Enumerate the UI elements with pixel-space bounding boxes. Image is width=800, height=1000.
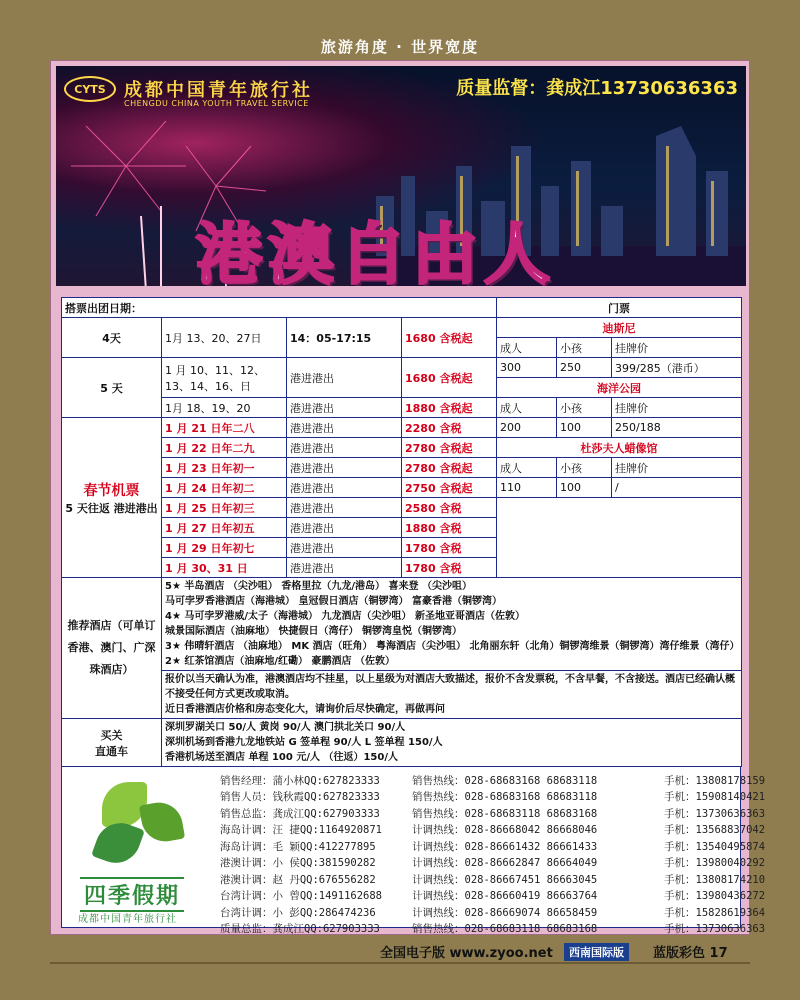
contact-role: 海岛计调：汪 捷QQ:1164920871: [220, 824, 383, 837]
wax-museum-title: 杜莎夫人蜡像馆: [497, 438, 742, 458]
spring-festival-cell: [62, 418, 162, 578]
brand-sub: 成都中国青年旅行社: [78, 914, 177, 925]
ticket-header: 成人: [497, 338, 557, 358]
contact-mobile: 手机：13980436272: [664, 890, 766, 903]
tour-price-table: [61, 297, 742, 767]
hotels-label: 推荐酒店（可单订香港、澳门、广深珠酒店）: [62, 578, 162, 719]
contact-phone: 计调热线：028-86667451 86663045: [412, 873, 598, 886]
ticket-value: 250/188: [612, 418, 742, 438]
tickets-header: 门票: [497, 298, 742, 318]
hotel-notes: [162, 671, 742, 719]
dates-cell: 1月 13、20、27日: [162, 318, 287, 358]
time-cell: 港进港出: [287, 518, 402, 538]
contact-phone: 计调热线：028-86669074 86658459: [412, 906, 598, 919]
cyts-logo-icon: CYTS: [64, 76, 116, 102]
contact-phone: 计调热线：028-86668042 86668046: [412, 824, 598, 837]
ticket-value: 110: [497, 478, 557, 498]
top-slogan: 旅游角度 · 世界宽度: [320, 38, 480, 56]
transport-label: [62, 719, 162, 767]
ticket-header: 挂牌价: [612, 338, 742, 358]
time-cell: 14：05-17:15: [287, 318, 402, 358]
dates-cell: 1 月 10、11、12、13、14、16、日: [162, 358, 287, 398]
disney-title: 迪斯尼: [497, 318, 742, 338]
hotels-row: [62, 578, 742, 671]
spring-festival-label: 春节机票: [83, 482, 140, 499]
dates-cell: 1 月 23 日年初一: [162, 458, 287, 478]
page-title: 港澳自由人: [196, 216, 556, 286]
list-item: [220, 921, 766, 938]
transport-label-1: 买关: [100, 728, 123, 742]
days-5: 5 天: [62, 358, 162, 418]
table-row: [62, 498, 742, 518]
list-item: [220, 772, 766, 789]
time-cell: 港进港出: [287, 498, 402, 518]
list-item: [220, 888, 766, 905]
price-cell: 2750 含税起: [402, 478, 497, 498]
contact-role: 港澳计调：赵 丹QQ:676556282: [220, 873, 376, 886]
time-cell: 港进港出: [287, 558, 402, 578]
price-cell: 2780 含税起: [402, 438, 497, 458]
time-cell: 港进港出: [287, 418, 402, 438]
time-cell: 港进港出: [287, 438, 402, 458]
list-item: [220, 855, 766, 872]
ticket-header: 小孩: [557, 338, 612, 358]
transport-line: 深圳机场到香港九龙地铁站 G 签单程 90/人 L 签单程 150/人: [165, 737, 443, 748]
contact-phone: 销售热线：028-68683118 68683168: [412, 923, 598, 936]
price-cell: 2280 含税: [402, 418, 497, 438]
dates-cell: 1 月 21 日年二八: [162, 418, 287, 438]
transport-line: 香港机场送至酒店 单程 100 元/人 （往返）150/人: [165, 752, 398, 763]
hotel-line: 城景国际酒店（油麻地） 快捷假日（湾仔） 铜锣湾皇悦（铜锣湾）: [165, 626, 462, 637]
contact-mobile: 手机：15908140421: [664, 791, 766, 804]
transport-label-2: 直通车: [95, 744, 128, 758]
time-cell: 港进港出: [287, 538, 402, 558]
contact-mobile: 手机：15828619364: [664, 906, 766, 919]
hk-night-banner: [56, 66, 746, 286]
price-cell: 1680 含税起: [402, 358, 497, 398]
ticket-value: 200: [497, 418, 557, 438]
notes-row: [62, 671, 742, 719]
leaf-icon: [91, 816, 145, 870]
ticket-value: 100: [557, 478, 612, 498]
contact-role: 质量总监：龚成江QQ:627903333: [220, 923, 380, 936]
price-cell: 2780 含税起: [402, 458, 497, 478]
contact-role: 海岛计调：毛 颖QQ:412277895: [220, 840, 376, 853]
ticket-value: 399/285（港币）: [612, 358, 742, 378]
price-cell: 1880 含税起: [402, 398, 497, 418]
dates-cell: 1 月 27 日年初五: [162, 518, 287, 538]
dates-cell: 1 月 30、31 日: [162, 558, 287, 578]
table-header-row: [62, 298, 742, 318]
ticket-header: 成人: [497, 398, 557, 418]
table-row: [62, 418, 742, 438]
days-4: 4天: [62, 318, 162, 358]
table-row: [62, 318, 742, 338]
price-cell: 1780 含税: [402, 538, 497, 558]
time-cell: 港进港出: [287, 478, 402, 498]
four-seasons-logo: [72, 777, 212, 925]
contact-box: [61, 766, 766, 936]
ticket-header: 成人: [497, 458, 557, 478]
contact-phone: 计调热线：028-86660419 86663764: [412, 890, 598, 903]
spring-festival-sub: 5 天往返 港进港出: [65, 501, 158, 515]
ticket-header: 小孩: [557, 398, 612, 418]
hotel-line: 马可孛罗香港酒店（海港城） 皇冠假日酒店（铜锣湾） 富豪香港（铜锣湾）: [165, 596, 502, 607]
dates-cell: 1月 18、19、20: [162, 398, 287, 418]
transport-line: 深圳罗湖关口 50/人 黄岗 90/人 澳门拱北关口 90/人: [165, 722, 406, 733]
ticket-header: 挂牌价: [612, 398, 742, 418]
contact-phone: 销售热线：028-68683168 68683118: [412, 774, 598, 787]
leaf-icon: [139, 799, 185, 845]
table-row: [62, 458, 742, 478]
contact-role: 台湾计调：小 彭QQ:286474236: [220, 906, 376, 919]
contact-phone: 计调热线：028-86662847 86664049: [412, 857, 598, 870]
table-row: [62, 478, 742, 498]
table-row: [62, 398, 742, 418]
ocean-park-title: 海洋公园: [497, 378, 742, 398]
ticket-value: 250: [557, 358, 612, 378]
list-item: [220, 838, 766, 855]
price-cell: 1780 含税: [402, 558, 497, 578]
contact-phone: 销售热线：028-68683168 68683118: [412, 791, 598, 804]
transport-list: [162, 719, 742, 767]
contact-role: 销售人员：钱秋霞QQ:627823333: [220, 791, 380, 804]
leaf-icon: [102, 782, 147, 827]
list-item: [220, 789, 766, 806]
table-row: [62, 438, 742, 458]
list-item: [220, 822, 766, 839]
contact-phone: 计调热线：028-86661432 86661433: [412, 840, 598, 853]
contact-mobile: 手机：13540495874: [664, 840, 766, 853]
contact-role: 销售总监：龚成江QQ:627903333: [220, 807, 380, 820]
contact-mobile: 手机：13568837042: [664, 824, 766, 837]
agency-name: 成都中国青年旅行社: [124, 80, 313, 101]
hotel-line: 4★ 马可孛罗港威/太子（海港城） 九龙酒店（尖沙咀） 新圣地亚哥酒店（佐敦）: [165, 611, 526, 622]
contact-role: 台湾计调：小 曾QQ:1491162688: [220, 890, 383, 903]
list-item: [220, 805, 766, 822]
contact-mobile: 手机：13808178159: [664, 774, 766, 787]
footer-edition-badge: 西南国际版: [564, 943, 629, 961]
price-cell: 1880 含税: [402, 518, 497, 538]
ticket-header: 挂牌价: [612, 458, 742, 478]
brand-name: 四季假期: [80, 877, 184, 912]
agency-name-en: CHENGDU CHINA YOUTH TRAVEL SERVICE: [124, 99, 309, 108]
time-cell: 港进港出: [287, 358, 402, 398]
footer-divider: [50, 962, 750, 964]
hotel-line: 5★ 半岛酒店 （尖沙咀） 香格里拉（九龙/港岛） 喜来登 （尖沙咀）: [165, 581, 472, 592]
list-item: [220, 871, 766, 888]
table-row: [62, 358, 742, 378]
ticket-header: 小孩: [557, 458, 612, 478]
departure-dates-header: 搭票出团日期：: [62, 298, 497, 318]
ticket-value: /: [612, 478, 742, 498]
empty-cell: [497, 498, 742, 578]
transport-row: [62, 719, 742, 767]
dates-cell: 1 月 22 日年二九: [162, 438, 287, 458]
quality-supervisor: 质量监督：龚成江13730636363: [456, 78, 738, 99]
dates-cell: 1 月 25 日年初三: [162, 498, 287, 518]
time-cell: 港进港出: [287, 458, 402, 478]
footer-website: 全国电子版 www.zyoo.net: [380, 946, 553, 961]
dates-cell: 1 月 29 日年初七: [162, 538, 287, 558]
hotel-line: 3★ 伟晴轩酒店 （油麻地） MK 酒店（旺角） 粤海酒店（尖沙咀） 北角丽东轩（北角）铜锣湾维景（铜锣湾）湾仔维景（湾仔）: [165, 641, 740, 652]
contact-list: [220, 772, 766, 937]
hotel-line: 2★ 红茶馆酒店（油麻地/红磡） 豪鹏酒店 （佐敦）: [165, 656, 396, 667]
list-item: [220, 904, 766, 921]
footer-page-info: 蓝版彩色 17: [653, 946, 728, 961]
contact-role: 港澳计调：小 侯QQ:381590282: [220, 857, 376, 870]
price-cell: 1680 含税起: [402, 318, 497, 358]
contact-mobile: 手机：13730636363: [664, 923, 766, 936]
ticket-value: 100: [557, 418, 612, 438]
price-cell: 2580 含税: [402, 498, 497, 518]
contact-mobile: 手机：13980040292: [664, 857, 766, 870]
dates-cell: 1 月 24 日年初二: [162, 478, 287, 498]
ticket-value: 300: [497, 358, 557, 378]
contact-role: 销售经理：蒲小林QQ:627823333: [220, 774, 380, 787]
note-line: 报价以当天确认为准，港澳酒店均不挂星，以上星级为对酒店大致描述，报价不含发票税，不含早餐，不含接送。酒店已经确认概不接受任何方式更改或取消。: [165, 674, 735, 700]
contact-mobile: 手机：13808174210: [664, 873, 766, 886]
page-footer: [0, 942, 800, 962]
time-cell: 港进港出: [287, 398, 402, 418]
contact-mobile: 手机：13730636363: [664, 807, 766, 820]
note-line: 近日香港酒店价格和房态变化大，请询价后尽快确定，再做再问: [165, 704, 445, 715]
ad-page: [50, 60, 766, 936]
contact-phone: 销售热线：028-68683118 68683168: [412, 807, 598, 820]
hotels-list: [162, 578, 742, 671]
